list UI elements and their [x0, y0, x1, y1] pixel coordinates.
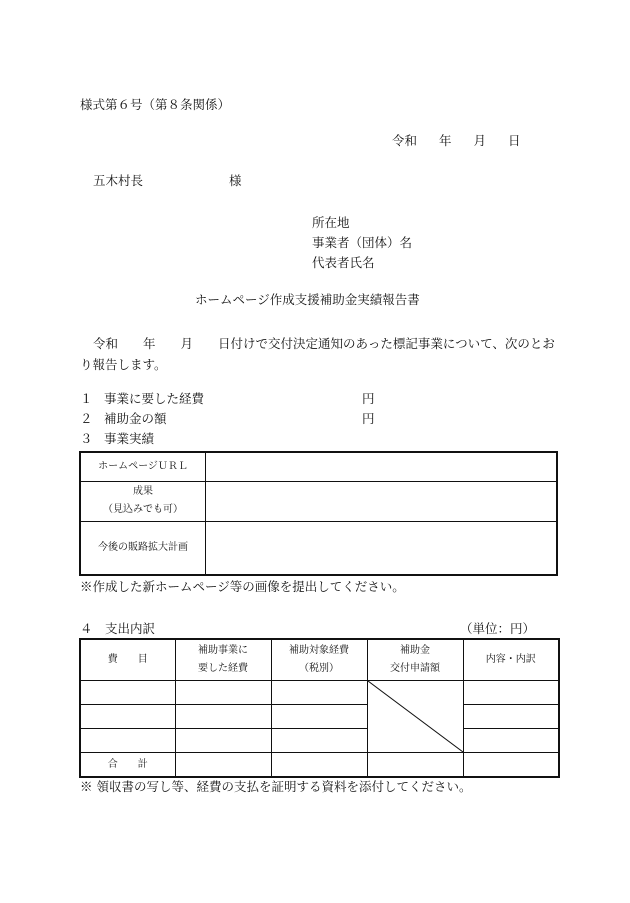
addressee-name: 五木村長	[93, 173, 144, 188]
total-row	[80, 753, 559, 778]
expense-cell[interactable]	[463, 705, 559, 729]
expense-cell[interactable]	[463, 729, 559, 753]
header-line: 要した経費	[198, 663, 248, 674]
subsidy-merged-cell	[367, 681, 463, 753]
unit-label: （単位：円）	[460, 621, 536, 636]
item-subsidy	[80, 411, 375, 426]
header-line: 補助事業に	[198, 645, 248, 656]
expense-cell[interactable]	[271, 681, 367, 705]
header-subsidy-request	[367, 639, 463, 681]
body-text: 令和 年 月 日付けで交付決定通知のあった標記事業について、次のとおり報告します。	[80, 336, 555, 372]
total-label: 合 計	[80, 753, 175, 778]
date-era: 令和	[392, 133, 418, 148]
item-unit: 円	[362, 411, 375, 426]
url-field[interactable]	[206, 452, 558, 481]
outcome-label-line2: （見込みでも可）	[103, 504, 183, 515]
header-line: 交付申請額	[390, 663, 440, 674]
header-line: （税別）	[299, 663, 339, 674]
url-label: ホームページＵＲＬ	[80, 452, 206, 481]
report-date	[392, 135, 521, 148]
header-eligible-cost	[271, 639, 367, 681]
expense-cell[interactable]	[463, 681, 559, 705]
item-label: 事業に要した経費	[104, 391, 205, 406]
total-cell[interactable]	[175, 753, 271, 778]
expense-cell[interactable]	[175, 705, 271, 729]
header-line: 補助対象経費	[289, 645, 349, 656]
business-label: 事業者（団体）名	[312, 235, 413, 250]
item-results	[80, 433, 154, 446]
table-row	[80, 681, 559, 705]
header-expense-item: 費 目	[80, 639, 175, 681]
addressee	[93, 175, 242, 188]
total-cell[interactable]	[463, 753, 559, 778]
expense-cell[interactable]	[175, 729, 271, 753]
outcome-field[interactable]	[206, 481, 558, 521]
total-cell[interactable]	[367, 753, 463, 778]
expense-cell[interactable]	[80, 681, 175, 705]
results-table	[79, 451, 558, 576]
document-title: ホームページ作成支援補助金実績報告書	[195, 292, 420, 307]
plan-label: 今後の販路拡大計画	[80, 521, 206, 575]
item-label: 補助金の額	[104, 411, 167, 426]
table-row	[80, 729, 559, 753]
date-month: 月	[473, 133, 487, 148]
expense-cell[interactable]	[80, 729, 175, 753]
plan-field[interactable]	[206, 521, 558, 575]
applicant-block	[312, 213, 412, 273]
table-header-row	[80, 639, 559, 681]
image-note: ※作成した新ホームページ等の画像を提出してください。	[80, 579, 405, 594]
expense-section-heading: ４ 支出内訳	[80, 621, 156, 636]
item-number: １	[80, 391, 93, 406]
item-number: ３	[80, 431, 93, 446]
table-row	[80, 705, 559, 729]
table-row	[80, 521, 557, 575]
outcome-label-line1: 成果	[133, 486, 153, 497]
item-label: 事業実績	[104, 431, 155, 446]
representative-label: 代表者氏名	[312, 255, 375, 270]
date-day: 日	[508, 133, 521, 148]
location-label: 所在地	[312, 215, 350, 230]
item-unit: 円	[362, 391, 375, 406]
table-row	[80, 452, 557, 481]
expense-cell[interactable]	[175, 681, 271, 705]
form-number: 様式第６号（第８条関係）	[80, 97, 231, 112]
diagonal-line	[368, 681, 463, 752]
expense-cell[interactable]	[80, 705, 175, 729]
header-project-cost	[175, 639, 271, 681]
total-cell[interactable]	[271, 753, 367, 778]
item-expenses	[80, 391, 375, 406]
header-line: 補助金	[400, 645, 430, 656]
addressee-honorific: 様	[229, 173, 242, 188]
expense-cell[interactable]	[271, 705, 367, 729]
expense-table	[79, 638, 560, 778]
header-details: 内容・内訳	[463, 639, 559, 681]
item-number: ２	[80, 411, 93, 426]
date-year: 年	[439, 133, 452, 148]
outcome-label	[80, 481, 206, 521]
table-row	[80, 481, 557, 521]
receipt-note: ※ 領収書の写し等、経費の支払を証明する資料を添付してください。	[80, 779, 472, 794]
expense-cell[interactable]	[271, 729, 367, 753]
